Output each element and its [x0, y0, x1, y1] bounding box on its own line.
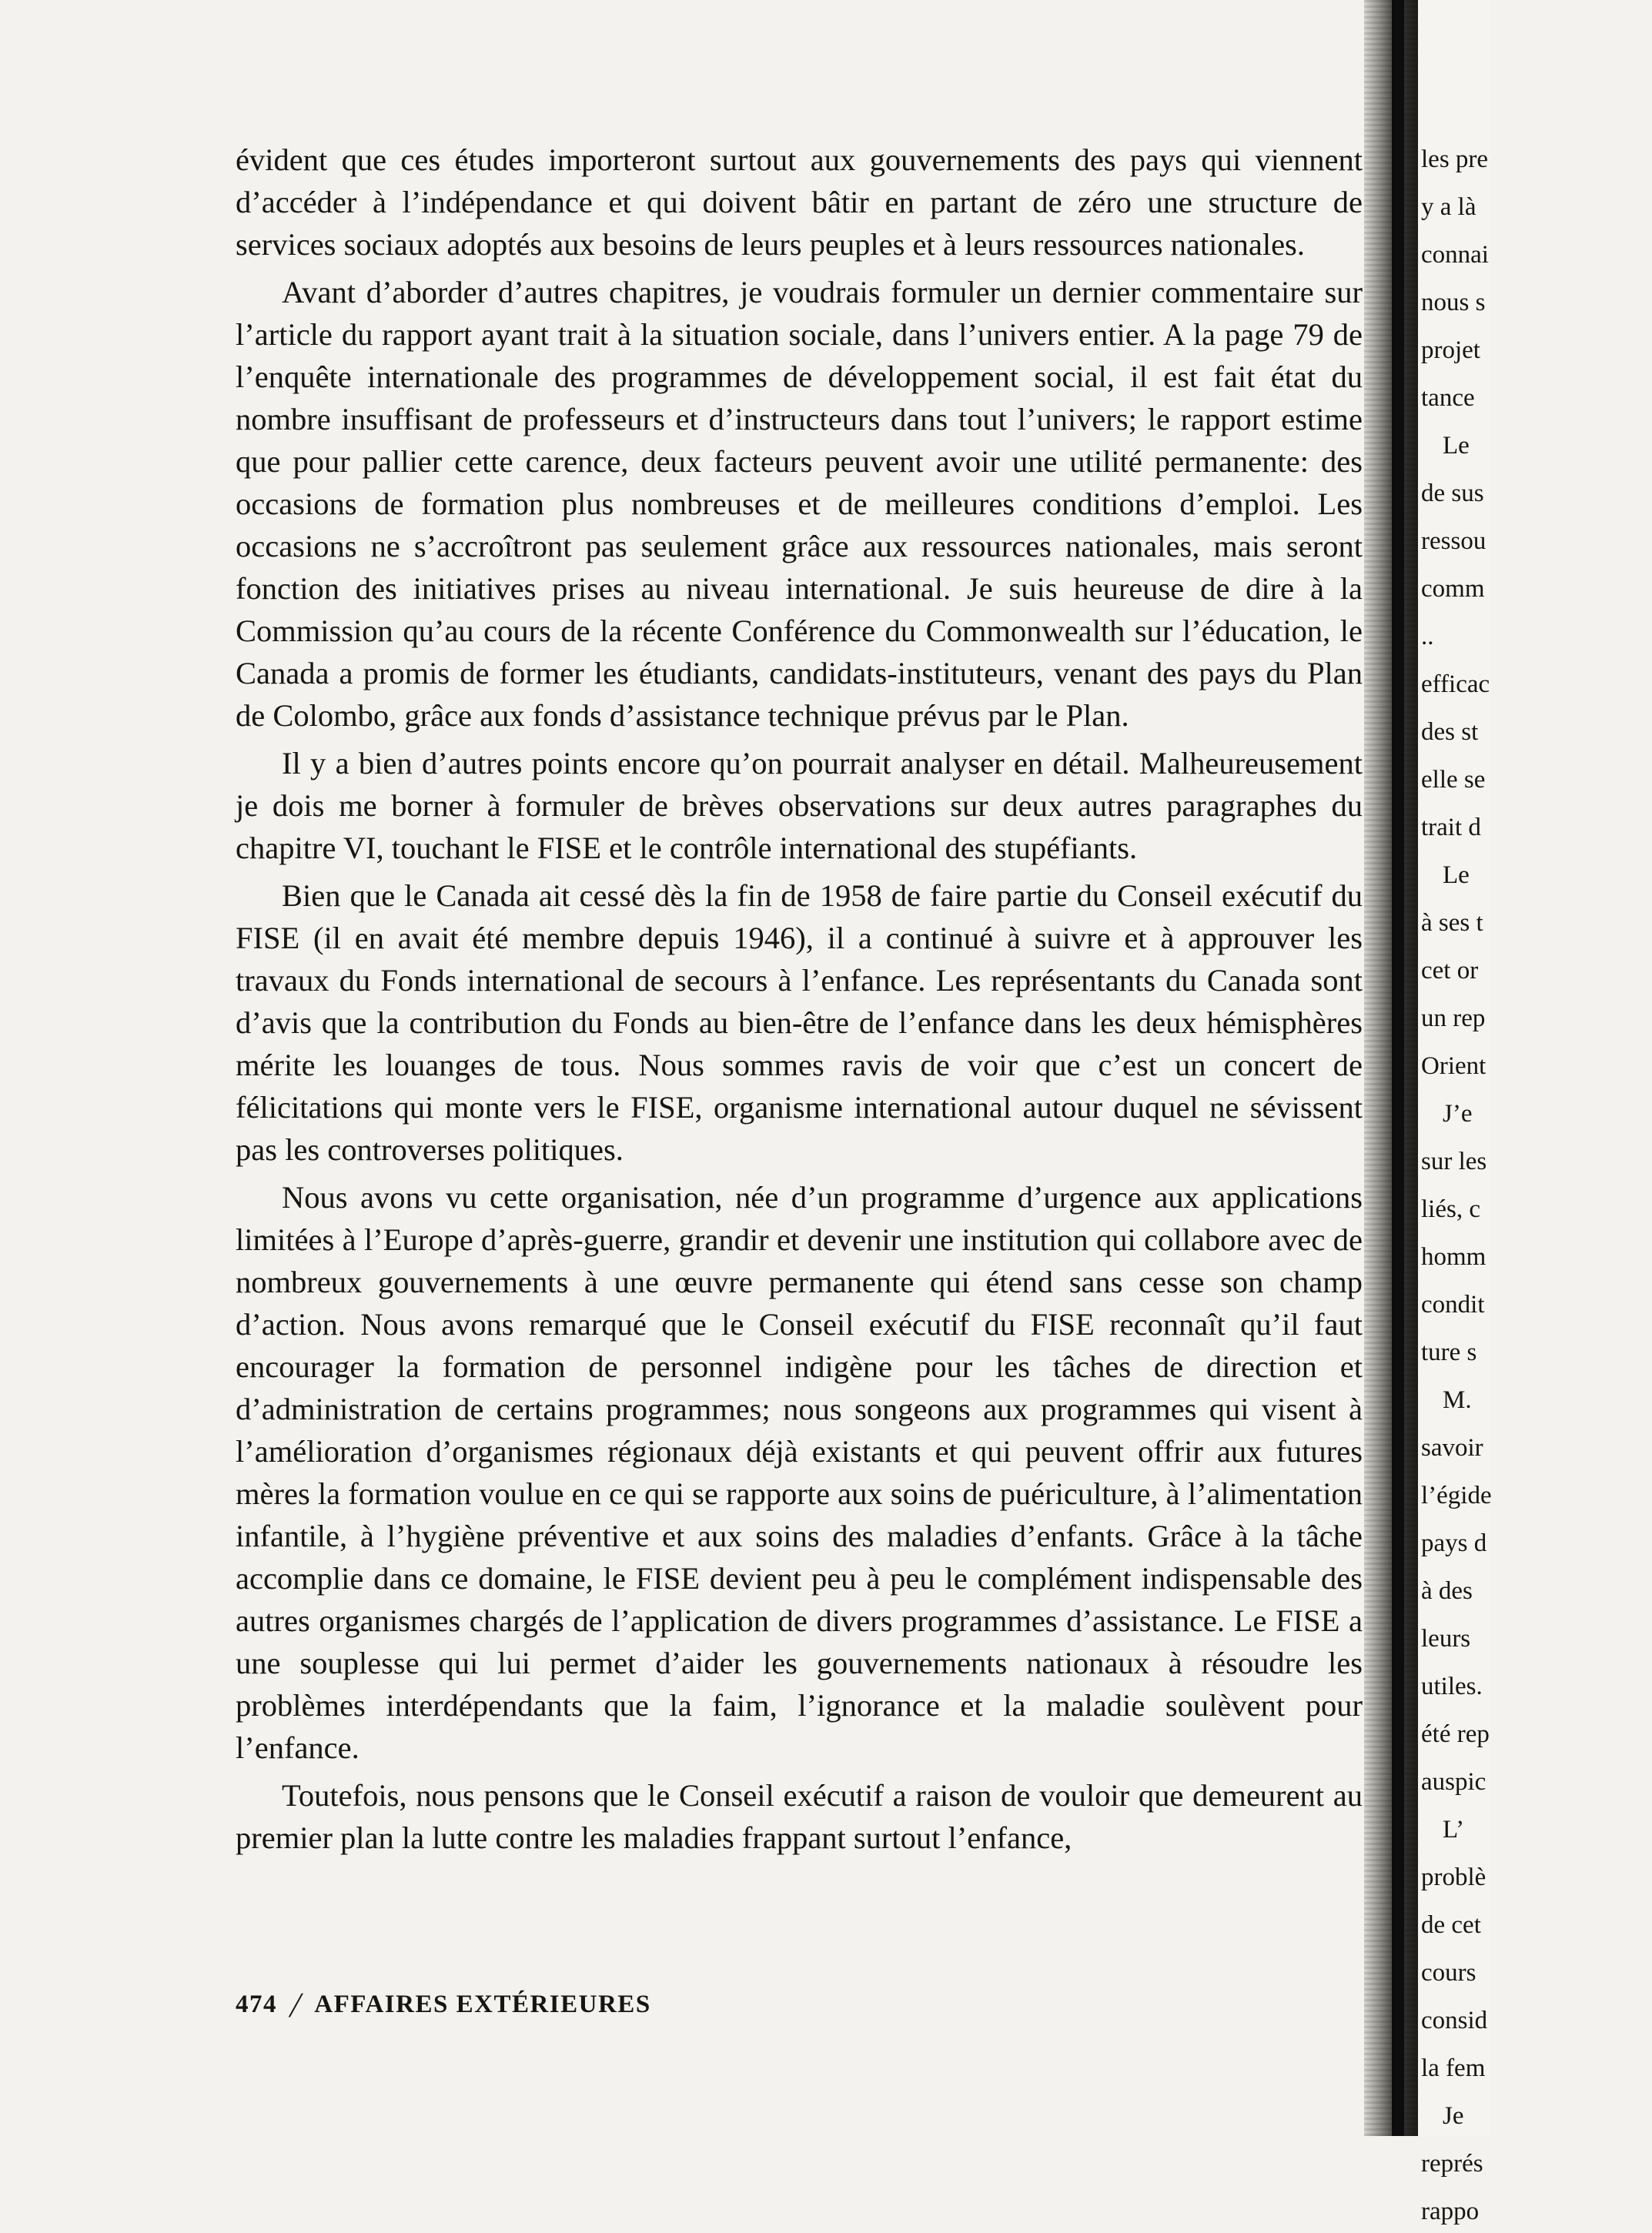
- footer-separator: /: [286, 1985, 306, 2024]
- adjacent-line: tance: [1421, 384, 1475, 412]
- adjacent-line: des st: [1421, 718, 1479, 746]
- adjacent-line: de cet: [1421, 1911, 1481, 1939]
- adjacent-line: nous s: [1421, 289, 1486, 316]
- adjacent-line: comm: [1421, 575, 1485, 603]
- adjacent-line: l’égide: [1421, 1482, 1492, 1509]
- adjacent-line: à des: [1421, 1577, 1473, 1605]
- adjacent-line: été rep: [1421, 1720, 1490, 1748]
- adjacent-line: problè: [1421, 1864, 1486, 1891]
- page-number: 474: [236, 1991, 277, 2018]
- adjacent-line: représ: [1421, 2150, 1483, 2178]
- adjacent-line: L’: [1443, 1816, 1465, 1844]
- page-footer: [236, 1984, 651, 2025]
- adjacent-line: savoir: [1421, 1434, 1483, 1462]
- adjacent-line: les pre: [1421, 145, 1489, 173]
- adjacent-line: projet: [1421, 336, 1480, 364]
- adjacent-line: trait d: [1421, 814, 1481, 841]
- adjacent-line: utiles.: [1421, 1673, 1483, 1700]
- paragraph-4: Bien que le Canada ait cessé dès la fin de 1958 de faire partie du Conseil exécutif du FISE (il en avait été membre depuis 1946), il a continué à suivre et à approuver les travaux du Fonds international de secours à l’enfance. Les représentants du Canada sont d’avis que la contribution du Fonds au bien-être de l’enfance dans les deux hémisphères mérite les louanges de tous. Nous sommes ravis de voir que c’est un concert de félicitations qui monte vers le FISE, organisme international autour duquel ne sévissent pas les controverses politiques.: [236, 878, 1363, 1167]
- adjacent-line: Je: [1443, 2102, 1464, 2130]
- adjacent-line: un rep: [1421, 1005, 1486, 1032]
- paragraph-2: Avant d’aborder d’autres chapitres, je voudrais formuler un dernier commentaire sur l’article du rapport ayant trait à la situation sociale, dans l’univers entier. A la page 79 de l’enquête internationale des programmes de développement social, il est fait état du nombre insuffisant de professeurs et d’instructeurs dans tout l’univers; le rapport estime que pour pallier cette carence, deux facteurs peuvent avoir une utilité permanente: des occasions de formation plus nombreuses et de meilleures conditions d’emploi. Les occasions ne s’accroîtront pas seulement grâce aux ressources nationales, mais seront fonction des initiatives prises au niveau international. Je suis heureuse de dire à la Commission qu’au cours de la récente Conférence du Commonwealth sur l’éducation, le Canada a promis de former les étudiants, candidats-instituteurs, venant des pays du Plan de Colombo, grâce aux fonds d’assistance technique prévus par le Plan.: [236, 275, 1363, 733]
- adjacent-line: ressou: [1421, 527, 1486, 555]
- adjacent-line: cours: [1421, 1959, 1476, 1987]
- adjacent-line: cet or: [1421, 957, 1479, 984]
- paragraph-1: évident que ces études importeront surtout aux gouvernements des pays qui viennent d’accéder à l’indépendance et qui doivent bâtir en partant de zéro une structure de services sociaux adoptés aux besoins de leurs peuples et à leurs ressources nationales.: [236, 142, 1363, 262]
- adjacent-page-text: [1421, 139, 1652, 2233]
- adjacent-line: auspic: [1421, 1768, 1486, 1796]
- paragraph-5: Nous avons vu cette organisation, née d’un programme d’urgence aux applications limitées à l’Europe d’après-guerre, grandir et devenir une institution qui collabore avec de nombreux gouvernements à une œuvre permanente qui étend sans cesse son champ d’action. Nous avons remarqué que le Conseil exécutif du FISE reconnaît qu’il faut encourager la formation de personnel indigène pour les tâches de direction et d’administration de certains programmes; nous songeons aux programmes qui visent à l’amélioration d’organismes régionaux déjà existants et qui peuvent offrir aux futures mères la formation voulue en ce qui se rapporte aux soins de puériculture, à l’alimentation infantile, à l’hygiène préventive et aux soins des maladies d’enfants. Grâce à la tâche accomplie dans ce domaine, le FISE devient peu à peu le complément indispensable des autres organismes chargés de l’application de divers programmes d’assistance. Le FISE a une souplesse qui lui permet d’aider les gouvernements nationaux à résoudre les problèmes interdépendants que la faim, l’ignorance et la maladie soulèvent pour l’enfance.: [236, 1180, 1363, 1765]
- publication-title: AFFAIRES EXTÉRIEURES: [314, 1991, 651, 2018]
- adjacent-line: Orient: [1421, 1052, 1486, 1080]
- adjacent-line: liés, c: [1421, 1195, 1480, 1223]
- adjacent-line: Le: [1443, 861, 1470, 889]
- adjacent-line: elle se: [1421, 766, 1486, 794]
- adjacent-line: ture s: [1421, 1339, 1477, 1366]
- adjacent-line: y a là: [1421, 193, 1476, 221]
- adjacent-line: homm: [1421, 1243, 1486, 1271]
- adjacent-line: Le: [1443, 432, 1470, 460]
- adjacent-line: consid: [1421, 2007, 1488, 2034]
- book-gutter-shadow: [1364, 0, 1418, 2136]
- paragraph-3: Il y a bien d’autres points encore qu’on pourrait analyser en détail. Malheureusement je dois me borner à formuler de brèves observations sur deux autres paragraphes du chapitre VI, touchant le FISE et le contrôle international des stupéfiants.: [236, 746, 1363, 865]
- adjacent-line: condit: [1421, 1291, 1485, 1319]
- adjacent-line: sur les: [1421, 1148, 1487, 1175]
- adjacent-line: M.: [1443, 1386, 1472, 1414]
- adjacent-line: rappo: [1421, 2198, 1480, 2225]
- adjacent-line: de sus: [1421, 480, 1484, 507]
- book-spine: [1392, 0, 1404, 2136]
- adjacent-line: J’e: [1443, 1100, 1473, 1128]
- adjacent-line: leurs: [1421, 1625, 1471, 1653]
- adjacent-line: connai: [1421, 241, 1489, 269]
- adjacent-line: efficac: [1421, 670, 1490, 698]
- adjacent-line: pays d: [1421, 1529, 1487, 1557]
- adjacent-line: la fem: [1421, 2054, 1486, 2082]
- adjacent-line: ..: [1421, 623, 1434, 650]
- main-text-column: [236, 139, 1363, 1859]
- paragraph-6: Toutefois, nous pensons que le Conseil exécutif a raison de vouloir que demeurent au premier plan la lutte contre les maladies frappant surtout l’enfance,: [236, 1778, 1363, 1855]
- adjacent-line: à ses t: [1421, 909, 1483, 937]
